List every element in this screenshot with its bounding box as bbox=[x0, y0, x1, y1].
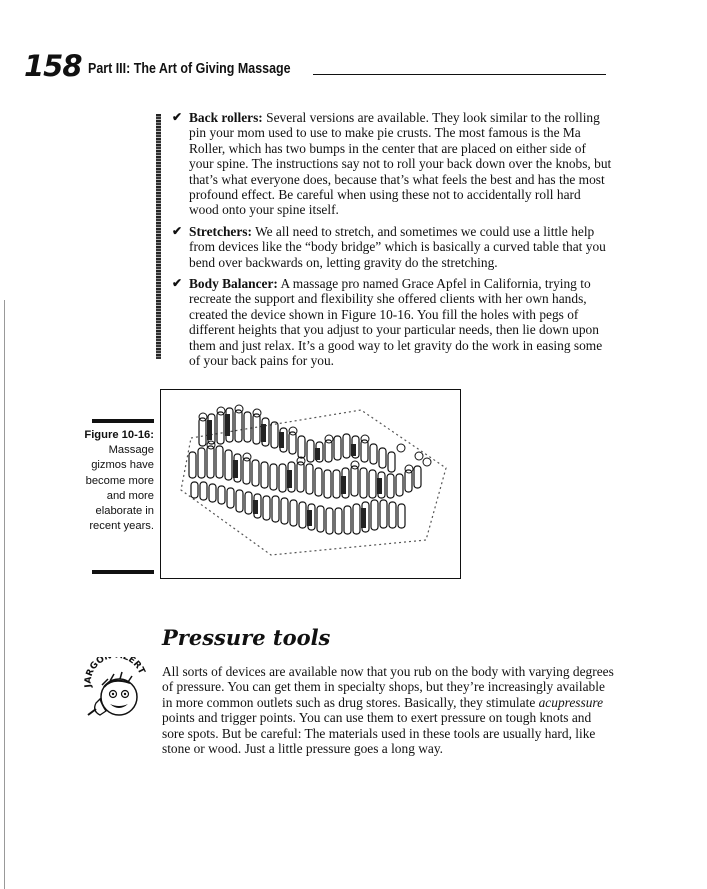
page-number: 158 bbox=[24, 49, 82, 83]
figure-caption bbox=[84, 428, 154, 534]
emphasized-term: acupressure bbox=[538, 694, 604, 710]
massage-board-illustration bbox=[161, 390, 460, 578]
body-text-start: All sorts of devices are available now that you rub on the body with varying degrees of pressure. You can get them in specialty shops, but they’re increasingly available in more common outlets such as drug stores. Basically, they stimulate bbox=[162, 664, 614, 710]
body-text-end: points and trigger points. You can use them to exert pressure on tough knots and sore spots. But be careful: The materials used in these tools are usually hard, like stone or wood. Just a little pressure goes a long way. bbox=[162, 710, 596, 757]
bullet-text: Several versions are available. They look similar to the rolling pin your mom used to use to make pie crusts. The most famous is the Ma Roller, which has two bumps in the center that are placed on either side of your spine. The instructions say not to roll your back down over the knobs, but that’s what everyone does, because that’s what feels the best and has the most profound effect. Be careful when using these not to accidentally roll hard wood onto your spine itself. bbox=[189, 110, 612, 218]
page-edge-line bbox=[4, 300, 5, 889]
checkmark-icon: ✔ bbox=[172, 223, 183, 238]
caption-rule-bottom bbox=[92, 570, 154, 574]
header-rule bbox=[313, 74, 606, 75]
bullet-list bbox=[172, 110, 612, 375]
section-heading: Pressure tools bbox=[162, 625, 331, 650]
bullet-term: Body Balancer: bbox=[189, 276, 278, 292]
checkmark-icon: ✔ bbox=[172, 276, 183, 291]
bullet-text: A massage pro named Grace Apfel in California, trying to recreate the support and flexibility she offered clients with her own hands, created the device shown in Figure 10-16. You fill the holes with pegs of different heights that you adjust to your particular needs, then lie down upon them and just relax. It’s a good way to let gravity do the work in easing some of your back pains for you. bbox=[189, 276, 603, 369]
checkmark-icon: ✔ bbox=[172, 110, 183, 124]
list-item bbox=[172, 224, 612, 270]
bullet-text: We all need to stretch, and sometimes we could use a little help from devices like the “body bridge” which is basically a curved table that you bend over backwards on, letting gravity do the stretching. bbox=[189, 223, 606, 270]
jargon-alert-icon bbox=[82, 657, 150, 721]
list-item bbox=[172, 276, 612, 368]
bullet-term: Stretchers: bbox=[189, 223, 252, 239]
section-body bbox=[162, 664, 614, 756]
caption-rule-top bbox=[92, 419, 154, 423]
list-item bbox=[172, 110, 612, 218]
list-side-bar bbox=[156, 114, 161, 359]
running-head: Part III: The Art of Giving Massage bbox=[88, 61, 291, 77]
figure-image bbox=[160, 389, 461, 579]
svg-text:JARGON ALERT: JARGO LERT bbox=[83, 657, 147, 688]
bullet-term: Back rollers: bbox=[189, 110, 263, 125]
figure-caption-text: Massage gizmos have become more and more elaborate in recent years. bbox=[85, 444, 154, 533]
figure-label: Figure 10-16: bbox=[84, 429, 154, 441]
